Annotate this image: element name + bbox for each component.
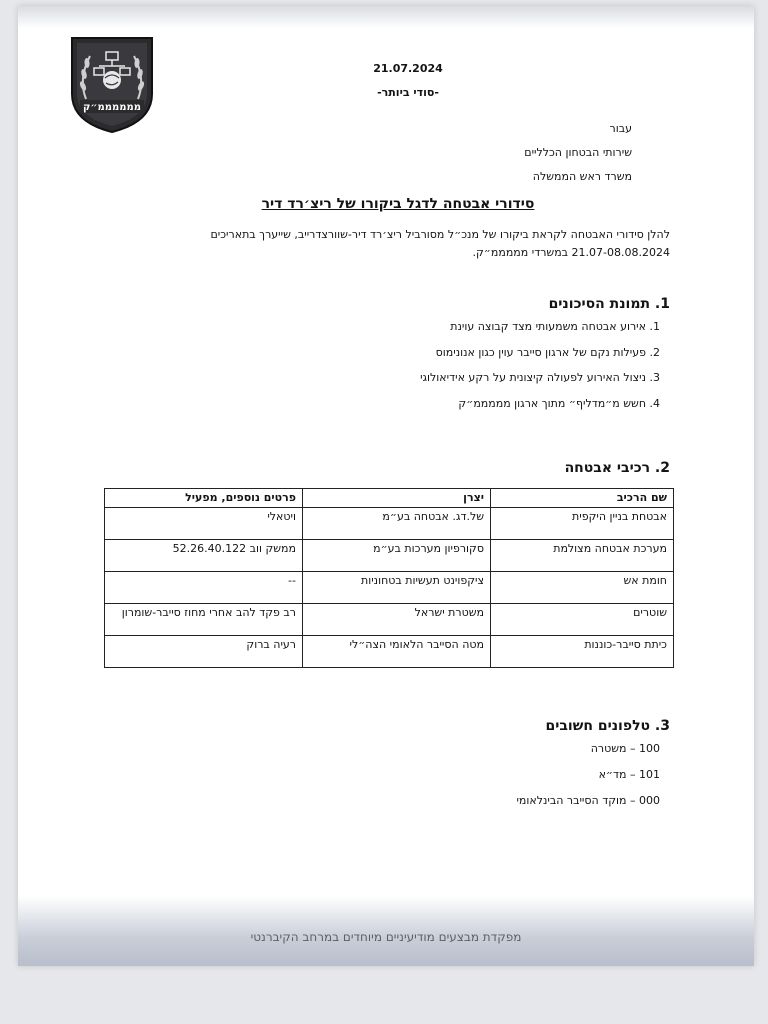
list-item: 101 – מד״א bbox=[598, 768, 660, 781]
table-cell: מערכת אבטחה מצולמת bbox=[491, 540, 674, 572]
table-cell: סקורפיון מערכות בע״מ bbox=[303, 540, 491, 572]
table-cell: ממשק ווב 52.26.40.122 bbox=[105, 540, 303, 572]
intro-line-2: 21.07-08.08.2024 במשרדי מממממ״ק. bbox=[472, 246, 670, 259]
table-cell: -- bbox=[105, 572, 303, 604]
risks-list bbox=[420, 320, 660, 422]
table-cell: ציקפוינט תעשיות בטחוניות bbox=[303, 572, 491, 604]
table-row bbox=[105, 636, 674, 668]
section-phones-heading: 3. טלפונים חשובים bbox=[545, 718, 670, 734]
column-header: שם הרכיב bbox=[491, 489, 674, 508]
security-components-table bbox=[104, 488, 674, 668]
list-item: 2. פעילות נקם של ארגון סייבר עוין כגון אנונימוס bbox=[435, 345, 660, 359]
recipient-label: עבור bbox=[609, 122, 632, 135]
table-row bbox=[105, 572, 674, 604]
table-cell: רב פקד להב אחרי מחוז סייבר-שומרון bbox=[105, 604, 303, 636]
table-cell: שוטרים bbox=[491, 604, 674, 636]
list-item: 000 – מוקד הסייבר הבינלאומי bbox=[516, 794, 660, 807]
scan-top-strip bbox=[18, 6, 754, 28]
footer-band bbox=[18, 896, 754, 966]
intro-paragraph bbox=[110, 226, 670, 262]
section-risks-heading: 1. תמונת הסיכונים bbox=[548, 296, 670, 312]
phones-list bbox=[516, 742, 660, 820]
table-cell: אבטחת בניין היקפית bbox=[491, 508, 674, 540]
table-cell: חומת אש bbox=[491, 572, 674, 604]
table-cell: משטרת ישראל bbox=[303, 604, 491, 636]
table-row bbox=[105, 604, 674, 636]
table-cell: רעיה ברוק bbox=[105, 636, 303, 668]
document-date: 21.07.2024 bbox=[373, 62, 443, 75]
column-header: פרטים נוספים, מפעיל bbox=[105, 489, 303, 508]
table-row bbox=[105, 540, 674, 572]
table-cell: מטה הסייבר הלאומי הצה״לי bbox=[303, 636, 491, 668]
list-item: 1. אירוע אבטחה משמעותי מצד קבוצה עוינת bbox=[450, 320, 660, 333]
table-cell: כיתת סייבר-כוננות bbox=[491, 636, 674, 668]
logo-text: ממממממ״ק bbox=[83, 102, 141, 113]
recipient-line-1: שירותי הבטחון הכלליים bbox=[524, 146, 632, 159]
column-header: יצרן bbox=[303, 489, 491, 508]
table-cell: ויטאלי bbox=[105, 508, 303, 540]
intro-line-1: להלן סידורי האבטחה לקראת ביקורו של מנכ״ל מסורביל ריצ׳רד דיר-שוורצדרייב, שייערך בתאריכים bbox=[210, 228, 670, 241]
table-header-row bbox=[105, 489, 674, 508]
list-item: 3. ניצול האירוע לפעולה קיצונית על רקע אידיאולוגי bbox=[420, 371, 660, 384]
table-row bbox=[105, 508, 674, 540]
table-cell: של.דג. אבטחה בע״מ bbox=[303, 508, 491, 540]
section-components-heading: 2. רכיבי אבטחה bbox=[564, 460, 670, 476]
recipient-line-2: משרד ראש הממשלה bbox=[532, 170, 632, 183]
list-item: 4. חשש מ״מדליף״ מתוך ארגון מממממ״ק bbox=[458, 396, 660, 410]
classification-label: -סודי ביותר- bbox=[377, 86, 439, 99]
document-page bbox=[18, 6, 754, 966]
document-title: סידורי אבטחה לדגל ביקורו של ריצ׳רד דיר bbox=[261, 196, 535, 212]
org-emblem-logo bbox=[68, 34, 156, 134]
list-item: 100 – משטרה bbox=[590, 742, 660, 755]
footer-text: מפקדת מבצעים מודיעיניים מיוחדים במרחב הקיברנטי bbox=[250, 930, 522, 944]
